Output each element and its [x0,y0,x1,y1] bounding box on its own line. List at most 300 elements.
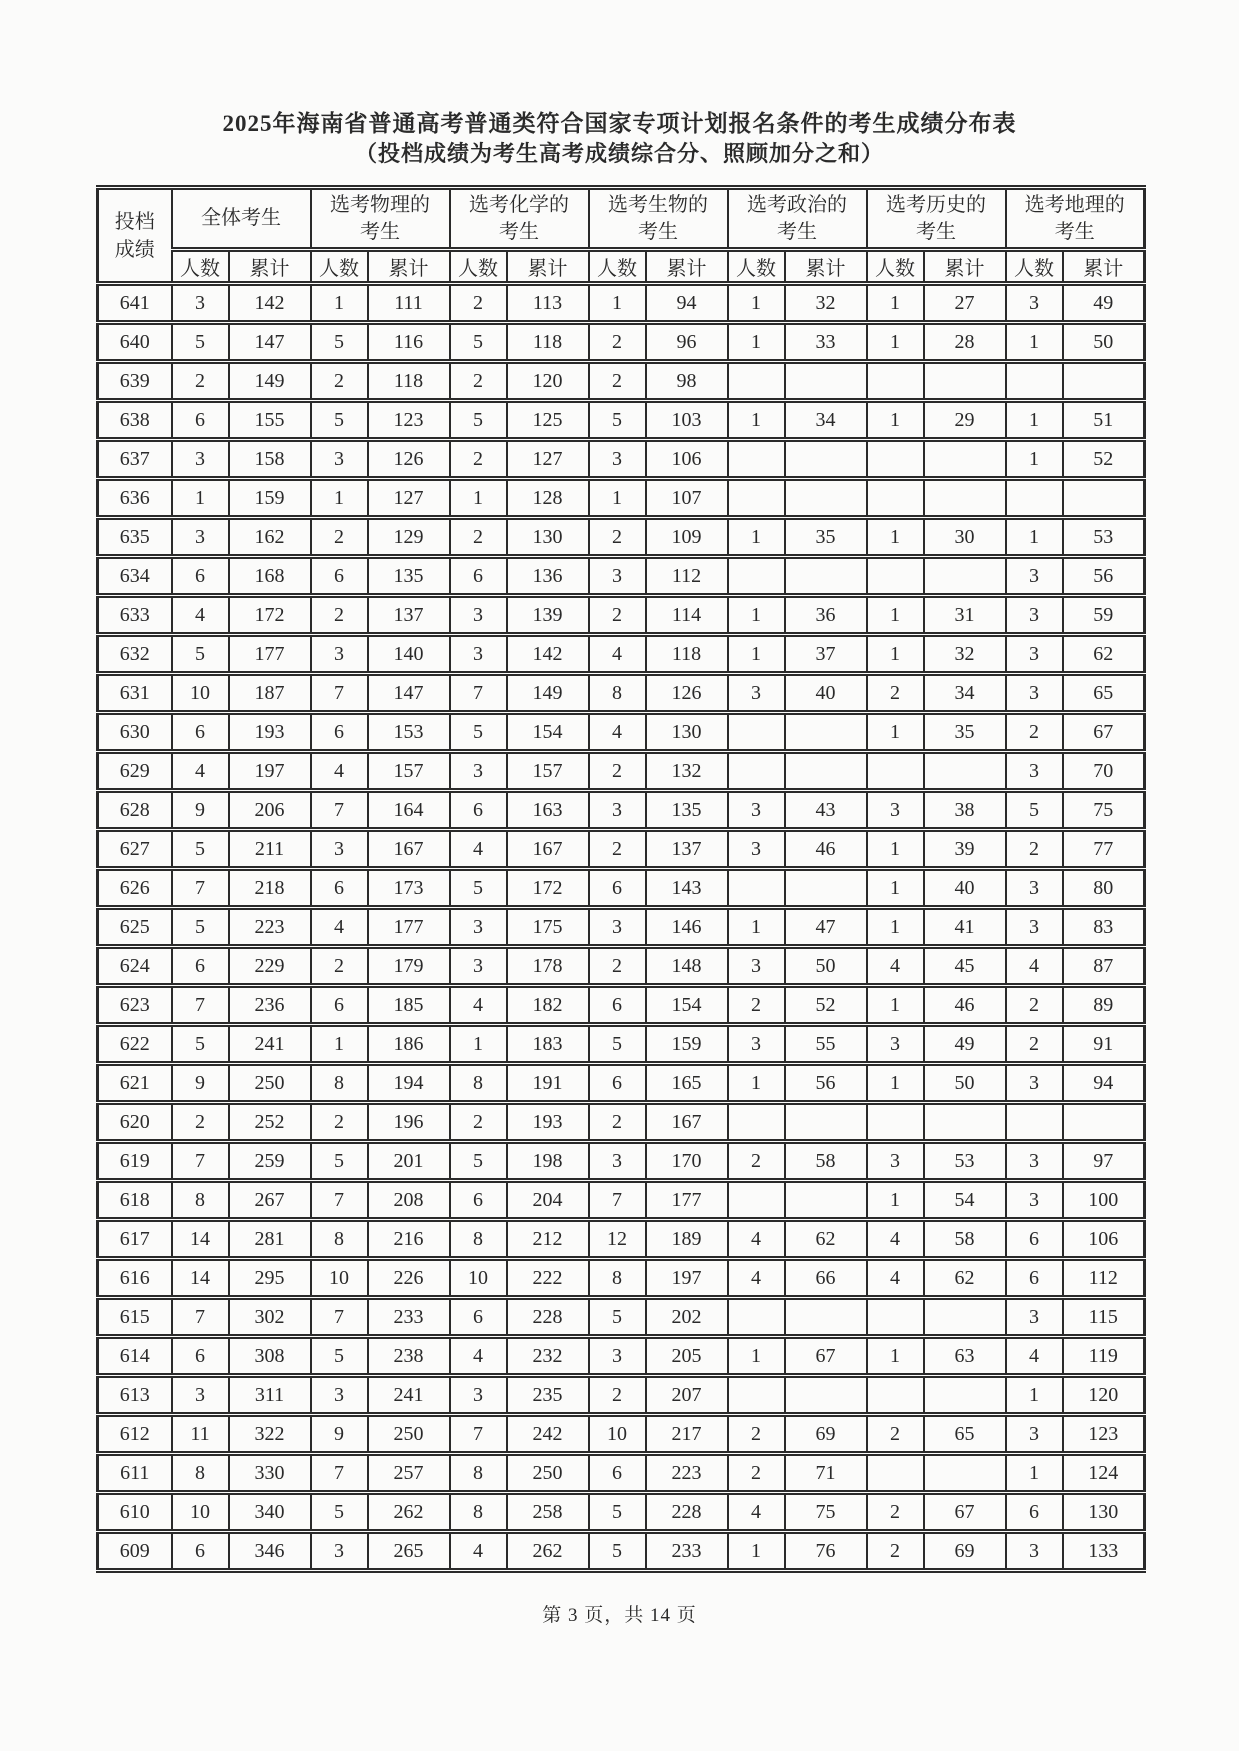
data-cell: 3 [1006,1532,1063,1571]
data-cell: 40 [785,674,867,713]
data-cell: 238 [368,1337,450,1376]
data-cell: 189 [646,1220,728,1259]
data-cell: 111 [368,284,450,323]
data-cell: 116 [368,323,450,362]
data-cell: 2 [589,947,646,986]
data-cell: 3 [589,440,646,479]
table-row [98,713,1145,752]
data-cell: 3 [172,518,229,557]
data-cell: 3 [728,947,785,986]
data-cell: 6 [450,1298,507,1337]
data-cell: 115 [1063,1298,1145,1337]
score-cell: 612 [98,1415,172,1454]
data-cell: 14 [172,1220,229,1259]
score-cell: 621 [98,1064,172,1103]
data-cell: 170 [646,1142,728,1181]
data-cell: 3 [589,791,646,830]
data-cell: 53 [1063,518,1145,557]
data-cell [785,362,867,401]
data-cell: 36 [785,596,867,635]
group-header-history: 选考历史的考生 [867,188,1006,250]
data-cell: 2 [589,830,646,869]
data-cell: 58 [785,1142,867,1181]
data-cell: 2 [589,596,646,635]
data-cell: 6 [172,1337,229,1376]
data-cell: 186 [368,1025,450,1064]
data-cell: 130 [1063,1493,1145,1532]
data-cell: 2 [1006,1025,1063,1064]
data-cell: 6 [589,869,646,908]
data-cell: 154 [507,713,589,752]
subheader-cumulative: 累计 [1063,250,1145,284]
data-cell [785,713,867,752]
data-cell: 2 [728,1454,785,1493]
data-cell: 114 [646,596,728,635]
data-cell: 75 [1063,791,1145,830]
data-cell: 4 [867,947,924,986]
score-cell: 637 [98,440,172,479]
data-cell: 6 [172,713,229,752]
data-cell [785,1181,867,1220]
data-cell: 3 [1006,1064,1063,1103]
data-cell: 66 [785,1259,867,1298]
group-header-all: 全体考生 [172,188,311,250]
data-cell [867,1298,924,1337]
data-cell: 250 [507,1454,589,1493]
group-header-geography: 选考地理的考生 [1006,188,1145,250]
data-cell: 1 [728,908,785,947]
data-cell: 1 [867,869,924,908]
data-cell: 40 [924,869,1006,908]
data-cell: 8 [172,1454,229,1493]
data-cell: 6 [450,791,507,830]
data-cell: 3 [867,1025,924,1064]
data-cell: 7 [311,1181,368,1220]
data-cell: 3 [589,1142,646,1181]
data-cell: 33 [785,323,867,362]
data-cell: 4 [1006,1337,1063,1376]
data-cell: 1 [728,323,785,362]
data-cell: 183 [507,1025,589,1064]
data-cell: 4 [867,1220,924,1259]
data-cell: 6 [172,401,229,440]
data-cell [728,440,785,479]
data-cell: 7 [450,674,507,713]
data-cell: 12 [589,1220,646,1259]
score-cell: 628 [98,791,172,830]
data-cell: 178 [507,947,589,986]
data-cell [867,440,924,479]
document-subtitle: （投档成绩为考生高考成绩综合分、照顾加分之和） [354,141,884,167]
data-cell [728,869,785,908]
data-cell: 241 [368,1376,450,1415]
table-row [98,401,1145,440]
data-cell: 3 [867,1142,924,1181]
data-cell: 1 [1006,401,1063,440]
header-score: 投档成绩 [98,188,172,284]
data-cell: 5 [589,1025,646,1064]
data-cell: 175 [507,908,589,947]
data-cell: 133 [1063,1532,1145,1571]
data-cell: 136 [507,557,589,596]
score-cell: 616 [98,1259,172,1298]
data-cell: 206 [229,791,311,830]
data-cell: 5 [172,323,229,362]
data-cell: 3 [589,1337,646,1376]
data-cell: 295 [229,1259,311,1298]
data-cell: 7 [311,1298,368,1337]
data-cell: 5 [172,830,229,869]
table-row [98,518,1145,557]
table-row [98,1493,1145,1532]
data-cell: 126 [646,674,728,713]
data-cell: 3 [172,284,229,323]
data-cell: 172 [229,596,311,635]
data-cell: 217 [646,1415,728,1454]
data-cell: 8 [589,1259,646,1298]
data-cell: 2 [450,518,507,557]
table-row [98,284,1145,323]
data-cell: 308 [229,1337,311,1376]
data-cell: 28 [924,323,1006,362]
data-cell: 250 [229,1064,311,1103]
data-cell: 179 [368,947,450,986]
data-cell: 2 [589,752,646,791]
data-cell: 143 [646,869,728,908]
data-cell: 3 [450,752,507,791]
data-cell: 1 [172,479,229,518]
data-cell: 3 [1006,752,1063,791]
data-cell: 228 [507,1298,589,1337]
data-cell: 2 [172,1103,229,1142]
data-cell: 140 [368,635,450,674]
data-cell [924,362,1006,401]
data-cell: 35 [924,713,1006,752]
data-cell: 130 [507,518,589,557]
data-cell: 202 [646,1298,728,1337]
data-cell: 1 [589,284,646,323]
data-cell [924,752,1006,791]
data-cell: 2 [589,518,646,557]
data-cell: 49 [924,1025,1006,1064]
data-cell: 252 [229,1103,311,1142]
data-cell: 1 [867,1337,924,1376]
data-cell: 228 [646,1493,728,1532]
data-cell [728,713,785,752]
data-cell: 94 [646,284,728,323]
data-cell: 8 [311,1064,368,1103]
data-cell: 155 [229,401,311,440]
data-cell: 229 [229,947,311,986]
data-cell: 113 [507,284,589,323]
data-cell: 173 [368,869,450,908]
data-cell: 1 [1006,440,1063,479]
data-cell: 10 [172,1493,229,1532]
data-cell: 7 [589,1181,646,1220]
data-cell: 97 [1063,1142,1145,1181]
data-cell: 211 [229,830,311,869]
score-cell: 613 [98,1376,172,1415]
score-cell: 624 [98,947,172,986]
table-row [98,440,1145,479]
data-cell: 50 [785,947,867,986]
data-cell: 8 [450,1493,507,1532]
data-cell: 233 [368,1298,450,1337]
score-cell: 636 [98,479,172,518]
data-cell: 6 [450,1181,507,1220]
data-cell: 112 [646,557,728,596]
group-header-physics: 选考物理的考生 [311,188,450,250]
page-number: 第 3 页，共 14 页 [542,1605,697,1626]
data-cell: 147 [229,323,311,362]
data-cell: 1 [1006,518,1063,557]
data-cell [1063,479,1145,518]
data-cell: 147 [368,674,450,713]
data-cell: 159 [229,479,311,518]
data-cell: 262 [507,1532,589,1571]
data-cell: 3 [450,947,507,986]
data-cell: 302 [229,1298,311,1337]
data-cell: 5 [589,1493,646,1532]
table-row [98,362,1145,401]
data-cell: 125 [507,401,589,440]
data-cell: 5 [311,1337,368,1376]
data-cell: 94 [1063,1064,1145,1103]
table-row [98,1532,1145,1571]
data-cell: 31 [924,596,1006,635]
data-cell: 10 [450,1259,507,1298]
data-cell: 3 [450,596,507,635]
data-cell: 4 [589,713,646,752]
data-cell: 1 [728,401,785,440]
data-cell: 2 [867,674,924,713]
subheader-count: 人数 [172,250,229,284]
data-cell: 205 [646,1337,728,1376]
data-cell: 5 [172,635,229,674]
data-cell: 1 [867,401,924,440]
data-cell: 9 [172,791,229,830]
data-cell: 43 [785,791,867,830]
data-cell: 41 [924,908,1006,947]
data-cell: 120 [507,362,589,401]
data-cell: 142 [229,284,311,323]
data-cell [1063,362,1145,401]
table-row [98,869,1145,908]
data-cell: 1 [311,479,368,518]
data-cell: 5 [311,323,368,362]
data-cell: 149 [507,674,589,713]
table-row [98,635,1145,674]
data-cell: 106 [1063,1220,1145,1259]
group-header-politics: 选考政治的考生 [728,188,867,250]
data-cell: 5 [589,401,646,440]
data-cell: 4 [728,1259,785,1298]
data-cell: 3 [311,635,368,674]
data-cell: 119 [1063,1337,1145,1376]
data-cell: 124 [1063,1454,1145,1493]
data-cell: 1 [1006,1454,1063,1493]
data-cell: 3 [1006,557,1063,596]
data-cell [924,1376,1006,1415]
score-cell: 627 [98,830,172,869]
subheader-count: 人数 [311,250,368,284]
data-cell: 67 [1063,713,1145,752]
data-cell: 2 [589,362,646,401]
data-cell: 4 [867,1259,924,1298]
data-cell: 67 [785,1337,867,1376]
data-cell: 6 [311,557,368,596]
data-cell: 218 [229,869,311,908]
data-cell: 197 [646,1259,728,1298]
data-cell: 1 [1006,1376,1063,1415]
data-cell: 56 [1063,557,1145,596]
data-cell: 6 [172,557,229,596]
data-cell: 7 [172,1142,229,1181]
data-cell: 197 [229,752,311,791]
data-cell: 4 [450,1337,507,1376]
data-cell: 5 [450,401,507,440]
data-cell: 6 [589,986,646,1025]
table-row [98,1103,1145,1142]
data-cell: 3 [311,830,368,869]
table-row [98,323,1145,362]
table-row [98,1181,1145,1220]
data-cell: 1 [728,518,785,557]
table-row [98,1298,1145,1337]
data-cell: 109 [646,518,728,557]
data-cell: 83 [1063,908,1145,947]
data-cell: 2 [450,362,507,401]
score-cell: 638 [98,401,172,440]
data-cell: 2 [311,362,368,401]
data-cell: 2 [867,1415,924,1454]
data-cell: 3 [450,635,507,674]
data-cell: 3 [1006,284,1063,323]
data-cell: 1 [867,1064,924,1103]
data-cell: 118 [368,362,450,401]
data-cell: 8 [450,1454,507,1493]
data-cell: 2 [867,1532,924,1571]
data-cell: 226 [368,1259,450,1298]
data-cell: 142 [507,635,589,674]
data-cell: 5 [172,1025,229,1064]
data-cell: 54 [924,1181,1006,1220]
score-cell: 609 [98,1532,172,1571]
data-cell: 1 [728,596,785,635]
score-cell: 635 [98,518,172,557]
data-cell [728,752,785,791]
data-cell [924,1454,1006,1493]
data-cell: 65 [924,1415,1006,1454]
data-cell: 69 [785,1415,867,1454]
data-cell: 2 [589,1103,646,1142]
data-cell: 1 [450,1025,507,1064]
data-cell: 322 [229,1415,311,1454]
score-cell: 634 [98,557,172,596]
data-cell: 8 [589,674,646,713]
data-cell: 67 [924,1493,1006,1532]
data-cell [924,1298,1006,1337]
score-cell: 611 [98,1454,172,1493]
data-cell: 6 [172,947,229,986]
data-cell [728,362,785,401]
data-cell: 1 [1006,323,1063,362]
score-cell: 625 [98,908,172,947]
header-row-groups [98,188,1145,250]
data-cell: 8 [172,1181,229,1220]
data-cell: 182 [507,986,589,1025]
data-cell: 8 [311,1220,368,1259]
data-cell: 7 [172,1298,229,1337]
data-cell: 168 [229,557,311,596]
data-cell: 158 [229,440,311,479]
data-cell: 128 [507,479,589,518]
data-cell: 177 [646,1181,728,1220]
data-cell [785,1298,867,1337]
data-cell: 6 [450,557,507,596]
data-cell: 51 [1063,401,1145,440]
table-row [98,1142,1145,1181]
data-cell: 2 [450,1103,507,1142]
data-cell [785,752,867,791]
data-cell: 1 [867,1181,924,1220]
score-cell: 610 [98,1493,172,1532]
data-cell: 5 [589,1298,646,1337]
data-cell: 232 [507,1337,589,1376]
data-cell [1006,362,1063,401]
data-cell: 56 [785,1064,867,1103]
data-cell: 3 [728,674,785,713]
data-cell: 6 [311,713,368,752]
data-cell: 70 [1063,752,1145,791]
data-cell: 127 [507,440,589,479]
subheader-count: 人数 [589,250,646,284]
data-cell [867,557,924,596]
data-cell: 1 [311,1025,368,1064]
data-cell: 2 [450,440,507,479]
table-row [98,557,1145,596]
data-cell: 3 [450,908,507,947]
table-row [98,986,1145,1025]
data-cell: 235 [507,1376,589,1415]
data-cell: 4 [589,635,646,674]
data-cell: 172 [507,869,589,908]
group-header-biology: 选考生物的考生 [589,188,728,250]
table-row [98,1220,1145,1259]
score-cell: 631 [98,674,172,713]
data-cell: 3 [1006,674,1063,713]
data-cell: 58 [924,1220,1006,1259]
data-cell [785,479,867,518]
data-cell: 5 [311,1493,368,1532]
score-cell: 623 [98,986,172,1025]
data-cell: 1 [728,284,785,323]
data-cell [867,752,924,791]
data-cell: 137 [368,596,450,635]
data-cell: 1 [728,1337,785,1376]
data-cell [867,362,924,401]
data-cell: 38 [924,791,1006,830]
score-cell: 630 [98,713,172,752]
data-cell: 5 [450,1142,507,1181]
document-title: 2025年海南省普通高考普通类符合国家专项计划报名条件的考生成绩分布表 [222,111,1017,136]
data-cell: 2 [311,596,368,635]
data-cell: 4 [728,1493,785,1532]
data-cell: 4 [1006,947,1063,986]
data-cell: 7 [172,986,229,1025]
data-cell: 1 [867,830,924,869]
data-cell: 194 [368,1064,450,1103]
